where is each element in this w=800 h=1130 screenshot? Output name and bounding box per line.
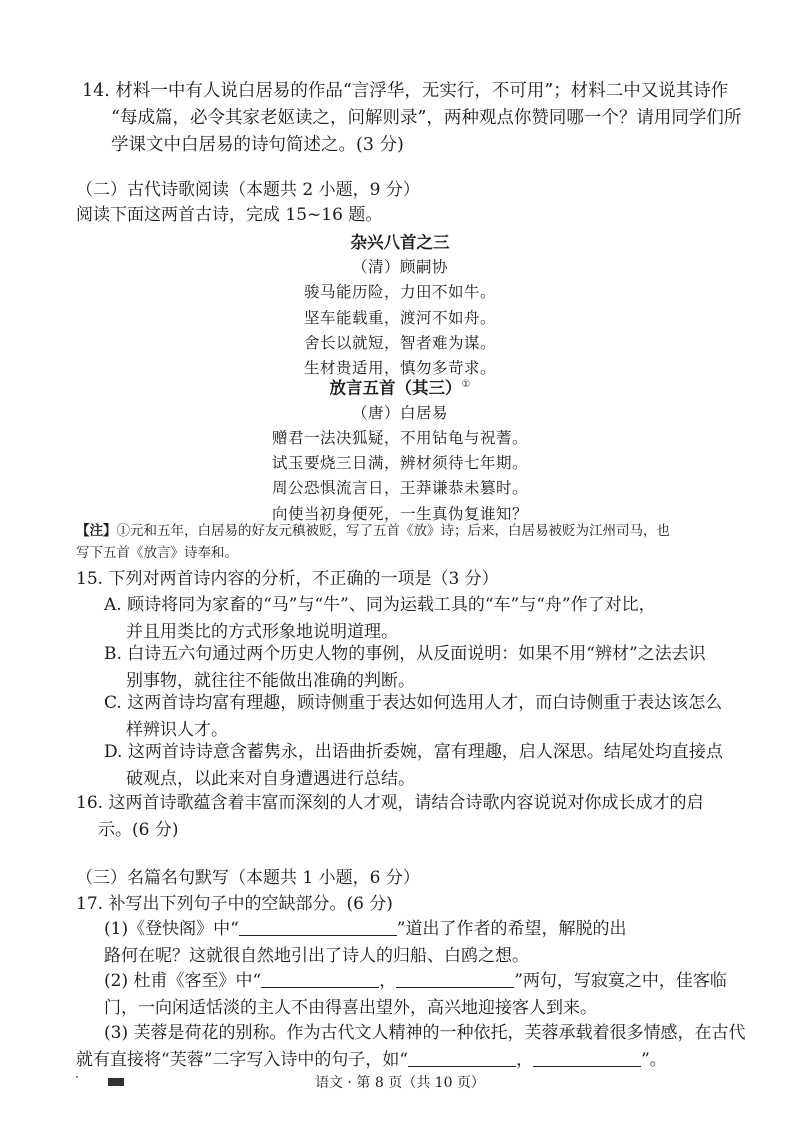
q17-3-prefix: 就有直接将“芙蓉”二字写入诗中的句子，如“ — [76, 1049, 409, 1070]
poem-1-author: （清）顾嗣协 — [351, 258, 448, 276]
q16-line-1: 16. 这两首诗歌蕴含着丰富而深刻的人才观，请结合诗歌内容说说对你成长成才的启 — [76, 793, 704, 813]
q17-2-suffix: ”两句，写寂寞之中，佳客临 — [514, 971, 727, 991]
poem-2-line: 周公恐惧流言日，王莽谦恭未篡时。 — [271, 479, 528, 498]
q17-item-3 — [76, 1020, 746, 1073]
q17-item-1-line-2: 路何在呢？这就很自然地引出了诗人的归船、白鸥之想。 — [104, 945, 529, 966]
answer-blank[interactable] — [408, 1048, 516, 1067]
section-2-instruction: 阅读下面这两首古诗，完成 15~16 题。 — [76, 205, 383, 225]
poem-2-line: 向使当初身便死，一生真伪复谁知？ — [271, 504, 528, 523]
footnote-marker: ① — [461, 379, 471, 390]
option-c-line-1: C. 这两首诗均富有理趣，顾诗侧重于表达如何选用人才，而白诗侧重于表达该怎么 — [104, 693, 723, 713]
question-17-stem: 17. 补写出下列句子中的空缺部分。(6 分) — [76, 894, 393, 914]
poem-1-line: 生材贵适用，慎勿多苛求。 — [303, 359, 496, 378]
footnote-line-1 — [76, 520, 776, 542]
q17-3-end: ”。 — [641, 1049, 667, 1070]
option-c — [104, 690, 722, 743]
q16-line-2: 示。(6 分) — [98, 819, 179, 840]
q17-item-1 — [104, 916, 626, 969]
section-2-heading: （二）古代诗歌阅读（本题共 2 小题，9 分） — [76, 180, 420, 200]
poem-1-line: 骏马能历险，力田不如牛。 — [303, 283, 496, 302]
option-b-line-1: B. 白诗五六句通过两个历史人物的事例，从反面说明：如果不用“辨材”之法去识 — [104, 644, 706, 664]
footnote-line-2: 写下五首《放言》诗奉和。 — [76, 545, 238, 561]
footnote — [76, 520, 776, 564]
q17-1-prefix: (1)《登快阁》中“ — [104, 919, 239, 939]
q17-item-2-line-1 — [104, 968, 727, 995]
option-b-line-2: 别事物，就往往不能做出准确的判断。 — [126, 670, 415, 691]
poem-2-title-text: 放言五首（其三） — [329, 378, 462, 398]
answer-blank[interactable] — [261, 969, 379, 988]
option-c-line-2: 样辨识人才。 — [126, 719, 228, 740]
poem-1-line: 舍长以就短，智者难为谋。 — [303, 333, 496, 352]
option-b — [104, 641, 706, 694]
poem-2-title — [0, 372, 800, 401]
option-d-line-1: D. 这两首诗诗意含蓄隽永，出语曲折委婉，富有理趣，启人深思。结尾处均直接点 — [104, 742, 723, 762]
poem-1 — [0, 230, 800, 381]
q14-line-1: 14. 材料一中有人说白居易的作品“言浮华，无实行，不可用”；材料二中又说其诗作 — [82, 81, 729, 101]
poem-2-author: （唐）白居易 — [351, 403, 448, 422]
q14-line-2: “每成篇，必令其家老妪读之，问解则录”，两种观点你赞同哪一个？请用同学们所 — [111, 108, 742, 128]
section-3-heading: （三）名篇名句默写（本题共 1 小题，6 分） — [76, 868, 420, 888]
question-15-stem: 15. 下列对两首诗内容的分析，不正确的一项是（3 分） — [76, 569, 499, 589]
q17-3-sep: ， — [516, 1049, 534, 1070]
poem-2-line: 赠君一法决狐疑，不用钻龟与祝蓍。 — [271, 428, 528, 447]
answer-blank[interactable] — [239, 917, 397, 936]
option-d-line-2: 破观点，以此来对自身遭遇进行总结。 — [126, 768, 415, 789]
q17-item-2-line-2: 门，一向闲适恬淡的主人不由得喜出望外，高兴地迎接客人到来。 — [104, 997, 597, 1018]
question-16 — [76, 790, 703, 843]
q17-item-2 — [104, 968, 727, 1021]
q17-2-prefix: (2) 杜甫《客至》中“ — [104, 971, 262, 991]
poem-2-line: 试玉要烧三日满，辨材须待七年期。 — [271, 454, 528, 473]
q17-item-3-line-2 — [76, 1047, 745, 1074]
poem-2 — [0, 372, 800, 527]
answer-blank[interactable] — [533, 1048, 641, 1067]
q17-item-1-line-1 — [104, 916, 626, 943]
footnote-text-1: ①元和五年，白居易的好友元稹被贬，写了五首《放》诗；后来，白居易被贬为江州司马，也 — [116, 523, 670, 539]
question-14 — [82, 78, 782, 159]
q17-1-suffix: ”道出了作者的希望，解脱的出 — [396, 919, 627, 939]
q14-line-3: 学课文中白居易的诗句简述之。(3 分) — [111, 135, 404, 155]
poem-1-line: 坚车能载重，渡河不如舟。 — [303, 308, 496, 327]
footnote-lead: 【注】 — [76, 523, 117, 539]
poem-1-title: 杂兴八首之三 — [350, 233, 450, 252]
q17-item-3-line-1: (3) 芙蓉是荷花的别称。作为古代文人精神的一种依托，芙蓉承载着很多情感，在古代 — [104, 1023, 746, 1043]
option-a-line-2: 并且用类比的方式形象地说明道理。 — [126, 621, 398, 642]
option-d — [104, 739, 723, 792]
q17-2-sep: ， — [379, 971, 397, 991]
page-footer: 语文 · 第 8 页（共 10 页） — [315, 1075, 485, 1091]
option-a-line-1: A. 顾诗将同为家畜的“马”与“牛”、同为运载工具的“车”与“舟”作了对比， — [104, 595, 656, 615]
option-a — [104, 592, 656, 645]
answer-blank[interactable] — [396, 969, 514, 988]
